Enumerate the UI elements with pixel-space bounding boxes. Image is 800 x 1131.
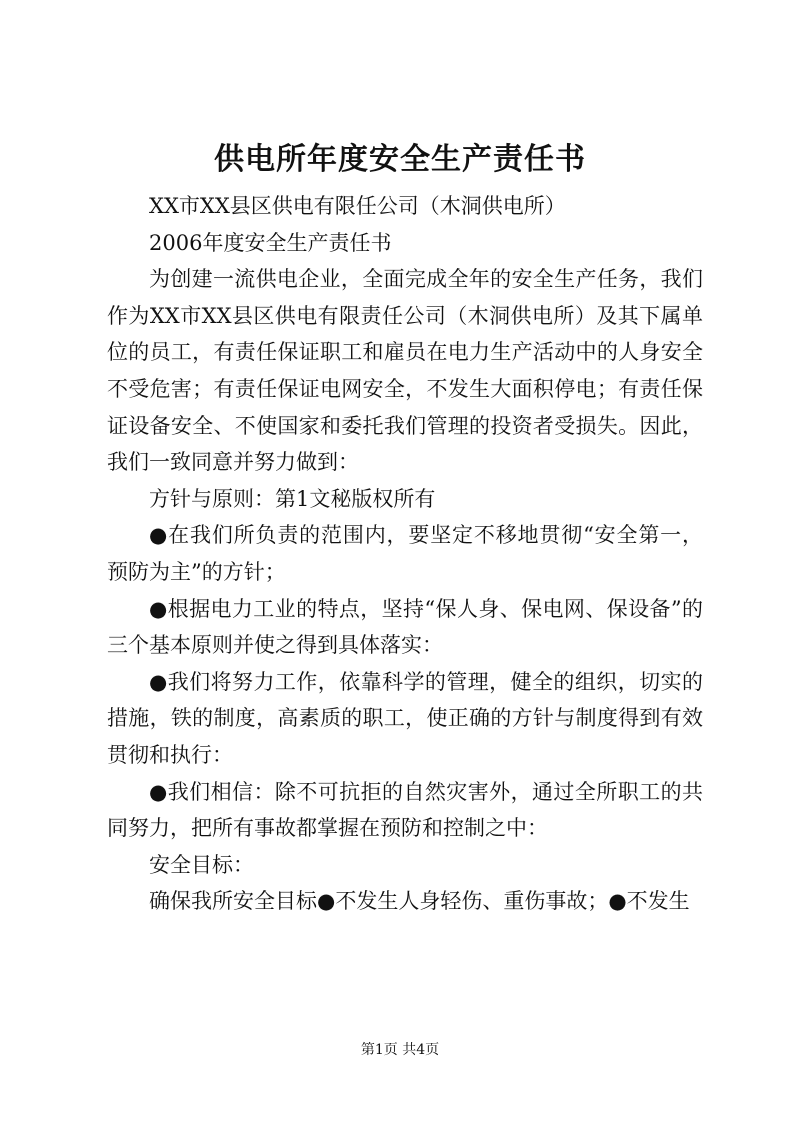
safety-goal-paragraph: 确保我所安全目标●不发生人身轻伤、重伤事故；●不发生 — [149, 889, 690, 914]
bullet-paragraph: ●在我们所负责的范围内，要坚定不移地贯彻“安全第一，预防为主”的方针； — [107, 523, 703, 584]
document-title: 供电所年度安全生产责任书 — [214, 142, 586, 177]
safety-goal-heading: 安全目标： — [149, 852, 254, 877]
company-name-line: XX市XX县区供电有限任公司（木洞供电所） — [149, 194, 566, 218]
intro-paragraph: 为创建一流供电企业，全面完成全年的安全生产任务，我们作为XX市XX县区供电有限责任公司（木洞供电所）及其下属单位的员工，有责任保证职工和雇员在电力生产活动中的人身安全不受危害；有责任保证电网安全，不发生大面积停电；有责任保证设备安全、不使国家和委托我们管理的投资者受损失。因此，我们一致同意并努力做到： — [107, 267, 703, 475]
bullet-paragraph: ●我们将努力工作，依靠科学的管理，健全的组织，切实的措施，铁的制度，高素质的职工，使正确的方针与制度得到有效贯彻和执行： — [107, 669, 703, 767]
policy-heading: 方针与原则：第1文秘版权所有 — [149, 486, 436, 511]
bullet-paragraph: ●根据电力工业的特点，坚持“保人身、保电网、保设备”的三个基本原则并使之得到具体落实： — [107, 596, 703, 658]
bullet-paragraph: ●我们相信：除不可抗拒的自然灾害外，通过全所职工的共同努力，把所有事故都掌握在预防和控制之中： — [107, 779, 703, 841]
subtitle-line: 2006年度安全生产责任书 — [149, 230, 392, 255]
page-number-footer: 第1页 共4页 — [360, 1042, 440, 1058]
document-body — [107, 188, 703, 920]
